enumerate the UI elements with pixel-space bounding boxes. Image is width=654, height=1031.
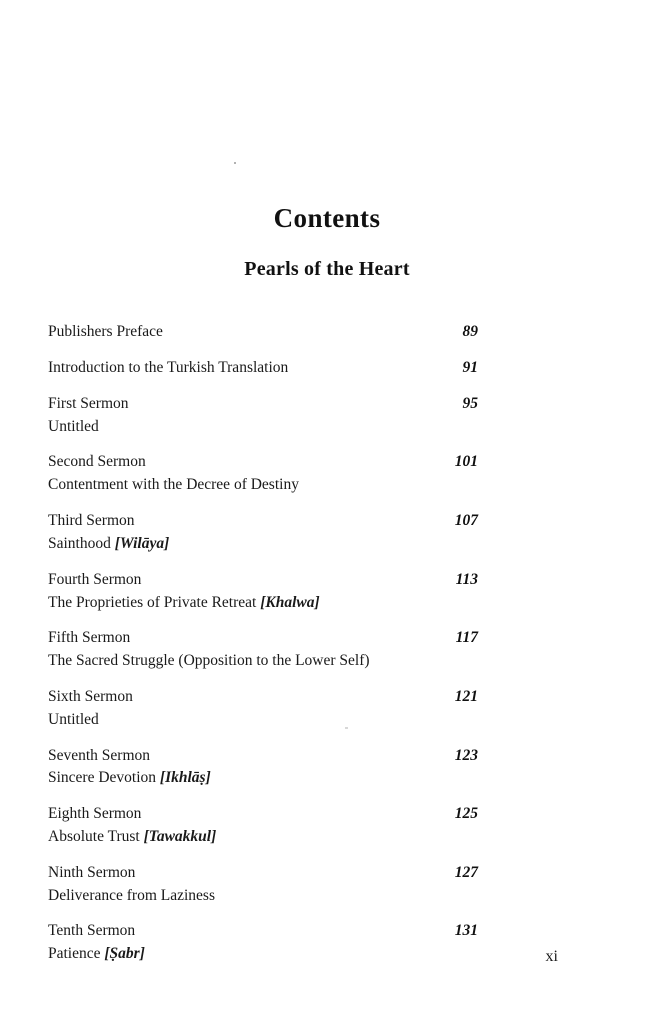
toc-subtitle-text: Absolute Trust bbox=[48, 828, 144, 846]
page-speck-secondary bbox=[345, 727, 348, 729]
toc-entry-title: Third Sermon bbox=[48, 512, 135, 530]
toc-entry-title: Eighth Sermon bbox=[48, 805, 142, 823]
toc-subtitle-term: [Khalwa] bbox=[260, 593, 320, 611]
toc-entry-page: 123 bbox=[454, 746, 478, 764]
toc-entry bbox=[48, 863, 478, 907]
toc-entry-subtitle bbox=[48, 767, 478, 789]
toc-entry-subtitle bbox=[48, 416, 478, 438]
toc-entry-subtitle bbox=[48, 533, 478, 555]
toc-entry-page: 121 bbox=[454, 687, 478, 705]
toc-entry-title: First Sermon bbox=[48, 394, 129, 412]
toc-subtitle-text: Deliverance from Laziness bbox=[48, 886, 215, 904]
toc-entry-page: 113 bbox=[455, 570, 478, 588]
toc-entry-title: Sixth Sermon bbox=[48, 687, 133, 705]
section-subtitle: Pearls of the Heart bbox=[244, 258, 410, 280]
toc-entry-title: Publishers Preface bbox=[48, 323, 163, 340]
toc-entry bbox=[48, 804, 478, 848]
toc-entry-page: 127 bbox=[454, 863, 478, 881]
toc-entry-title: Tenth Sermon bbox=[48, 922, 136, 940]
toc-subtitle-text: Sainthood bbox=[48, 534, 115, 552]
toc-entry-subtitle bbox=[48, 592, 478, 614]
toc-entry-title: Ninth Sermon bbox=[48, 863, 136, 881]
toc-entry-subtitle bbox=[48, 826, 478, 848]
toc-entry-page: 131 bbox=[454, 922, 478, 940]
toc-entry-page: 91 bbox=[462, 358, 478, 376]
toc-entry bbox=[48, 322, 478, 343]
toc-entry-page: 89 bbox=[462, 323, 478, 340]
page-folio: xi bbox=[545, 948, 558, 965]
toc-subtitle-text: Patience bbox=[48, 945, 105, 963]
toc-subtitle-term: [Tawakkul] bbox=[143, 828, 217, 846]
table-of-contents bbox=[48, 322, 478, 980]
toc-entry-title: Seventh Sermon bbox=[48, 746, 151, 764]
toc-subtitle-text: Sincere Devotion bbox=[48, 769, 160, 787]
toc-subtitle-text: Contentment with the Decree of Destiny bbox=[48, 476, 299, 494]
toc-entry-subtitle bbox=[48, 650, 478, 672]
toc-entry-page: 107 bbox=[454, 512, 478, 530]
toc-entry-title: Second Sermon bbox=[48, 453, 146, 471]
toc-entry bbox=[48, 746, 478, 790]
toc-entry-subtitle bbox=[48, 885, 478, 907]
toc-subtitle-text: The Proprieties of Private Retreat bbox=[48, 593, 261, 611]
toc-entry-page: 125 bbox=[454, 805, 478, 823]
toc-entry-title: Fourth Sermon bbox=[48, 570, 142, 588]
toc-entry bbox=[48, 394, 478, 438]
toc-subtitle-term: [Ṣabr] bbox=[104, 945, 145, 963]
toc-entry-page: 117 bbox=[455, 629, 478, 647]
toc-entry-title: Introduction to the Turkish Translation bbox=[48, 358, 289, 376]
toc-subtitle-text: Untitled bbox=[48, 710, 99, 728]
page-speck bbox=[234, 162, 236, 164]
toc-entry bbox=[48, 628, 478, 672]
toc-subtitle-text: Untitled bbox=[48, 417, 99, 435]
toc-entry-subtitle bbox=[48, 709, 478, 731]
toc-subtitle-term: [Ikhlāṣ] bbox=[159, 769, 211, 787]
toc-entry bbox=[48, 452, 478, 496]
page-title: Contents bbox=[273, 203, 381, 233]
toc-entry bbox=[48, 570, 478, 614]
toc-entry bbox=[48, 687, 478, 731]
toc-entry-page: 101 bbox=[454, 453, 478, 471]
toc-subtitle-term: [Wilāya] bbox=[114, 534, 170, 552]
toc-subtitle-text: The Sacred Struggle (Opposition to the Lower Self) bbox=[48, 652, 370, 670]
toc-entry bbox=[48, 511, 478, 555]
toc-entry-page: 95 bbox=[462, 394, 478, 412]
toc-entry-subtitle bbox=[48, 474, 478, 496]
toc-entry bbox=[48, 358, 478, 379]
toc-entry-title: Fifth Sermon bbox=[48, 629, 131, 647]
